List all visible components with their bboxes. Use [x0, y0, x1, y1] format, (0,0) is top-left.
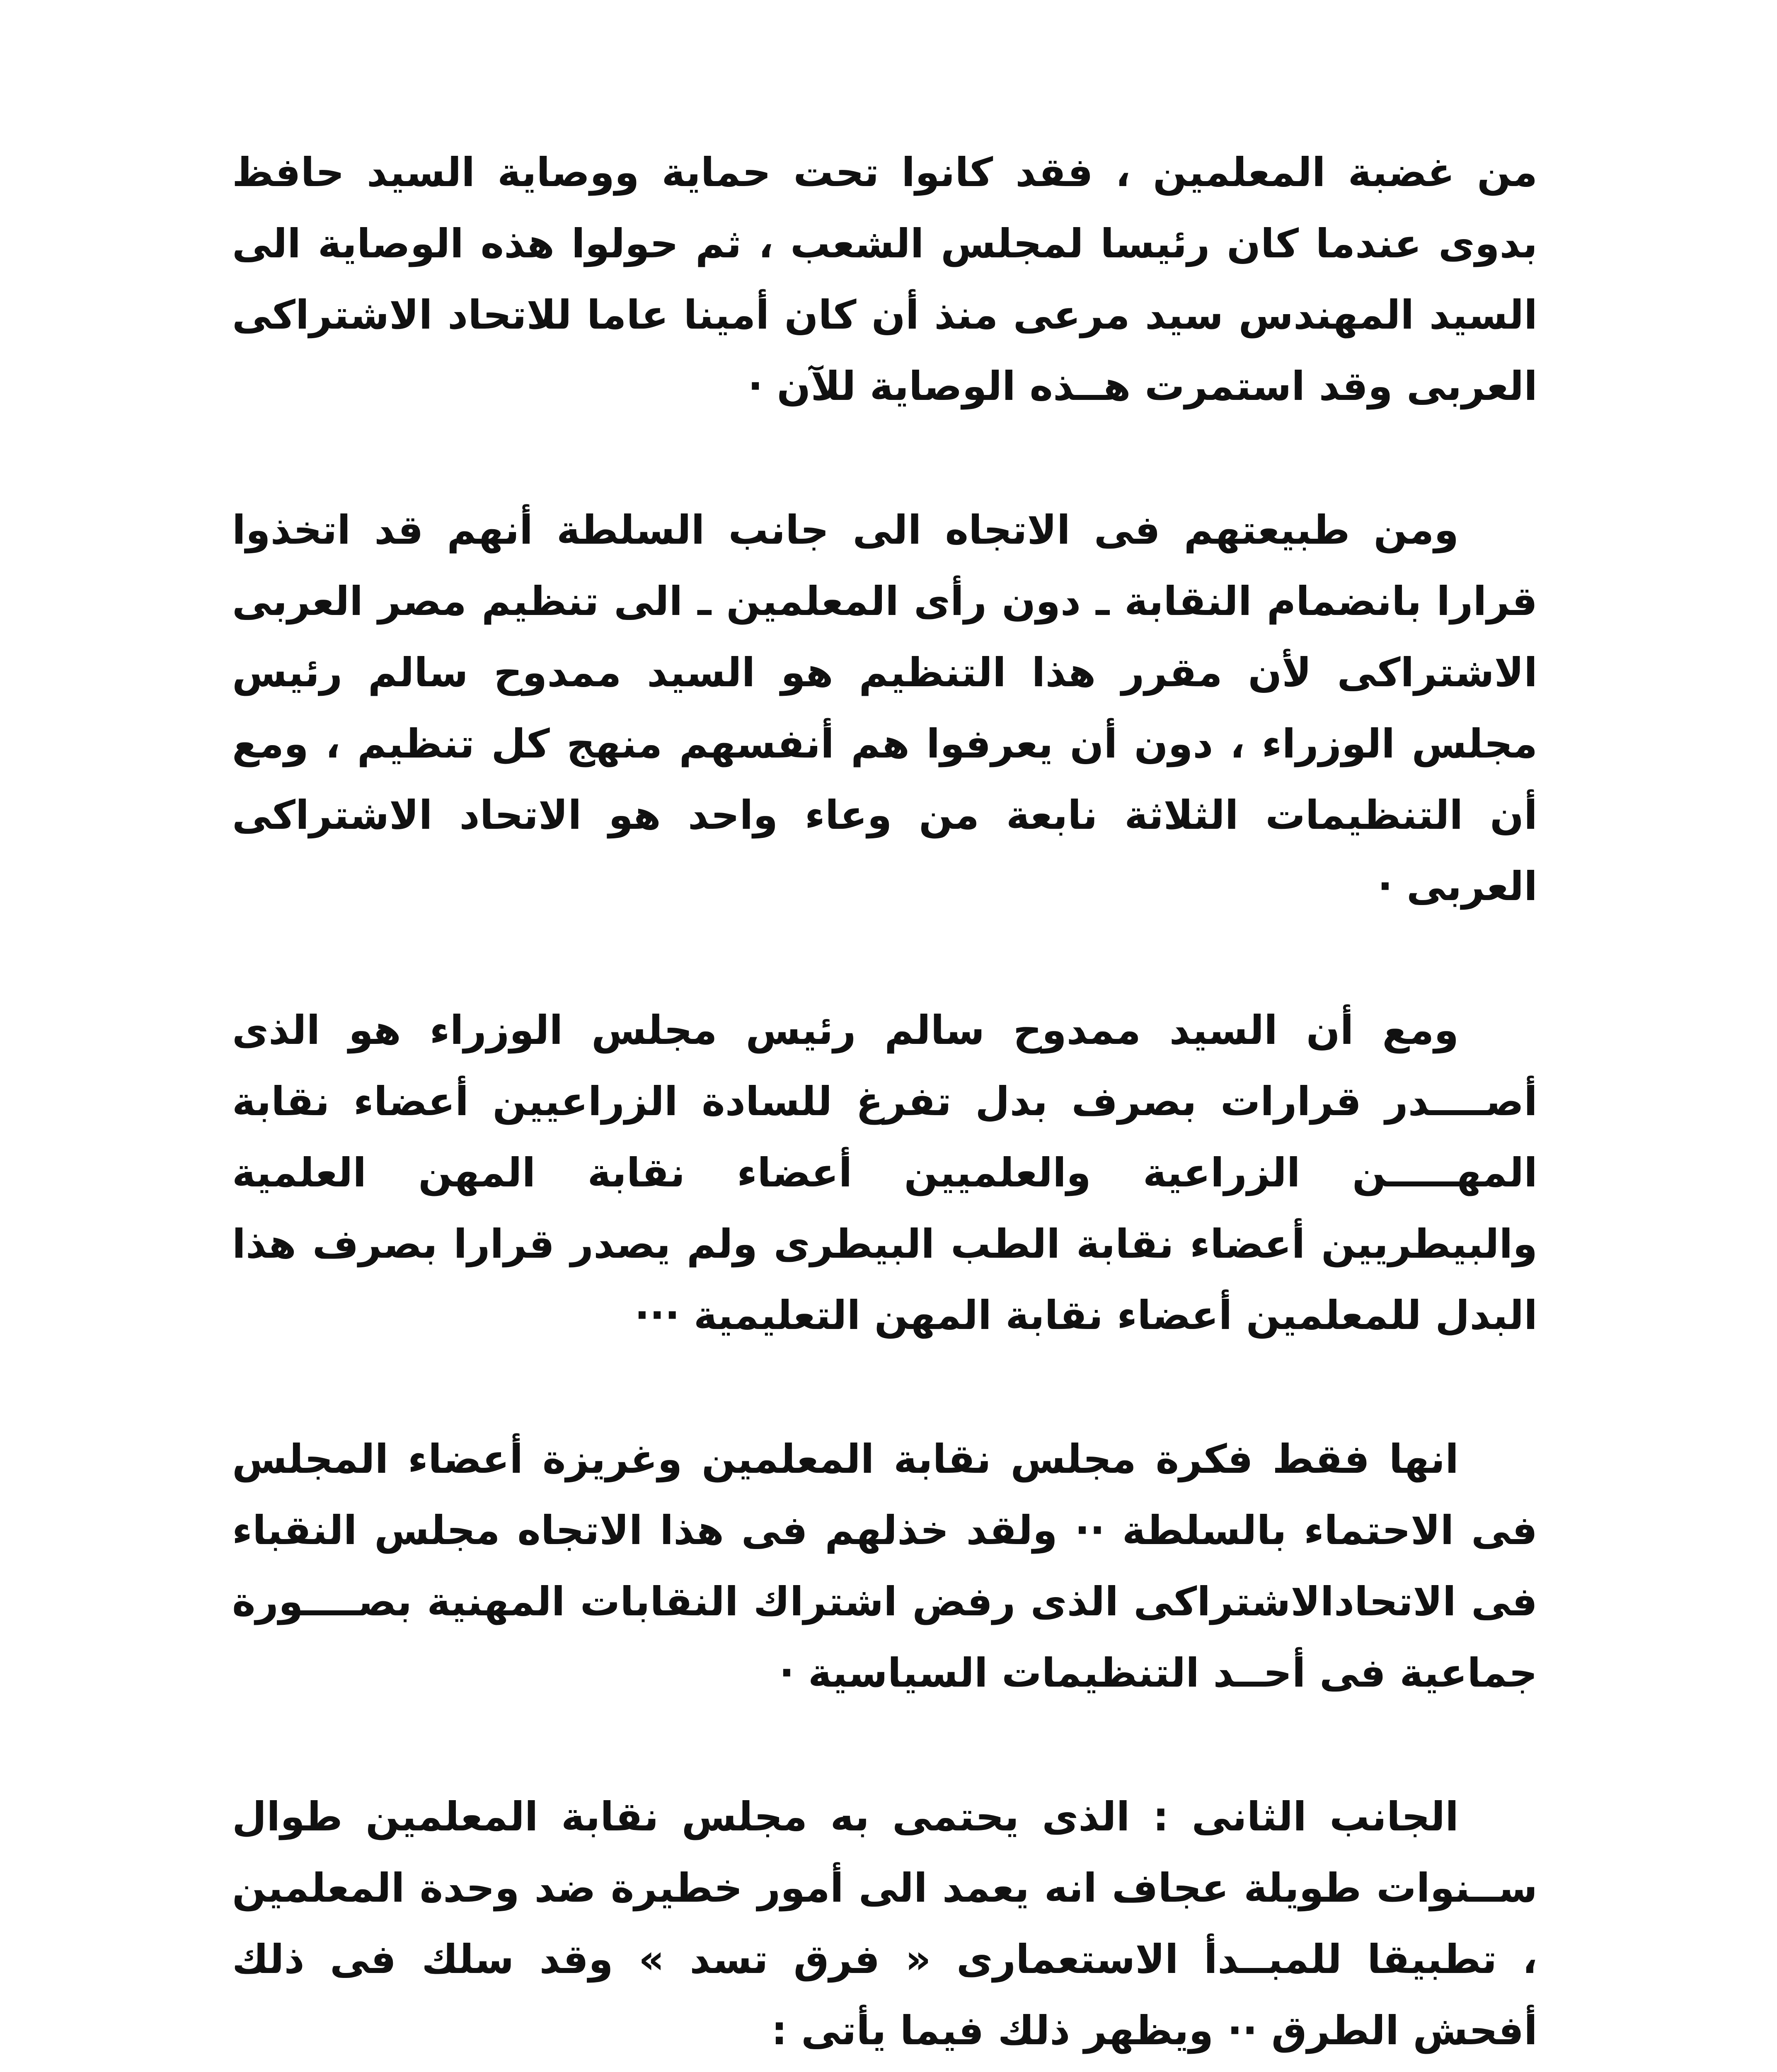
- text-column: [232, 137, 1537, 2072]
- paragraph-1: من غضبة المعلمين ، فقد كانوا تحت حماية ووصاية السيد حافظ بدوى عندما كان رئيسا لمجلس الشعب ، ثم حولوا هذه الوصاية الى السيد المهندس سيد مرعى منذ أن كان أمينا عاما للاتحاد الاشتراكى العربى وقد استمرت هــذه الوصاية للآن ·: [232, 149, 1537, 409]
- paragraph-3: ومع أن السيد ممدوح سالم رئيس مجلس الوزراء هو الذى أصــــدر قرارات بصرف بدل تفرغ للسادة الزراعيين أعضاء نقابة المهـــــن الزراعية والعلميين أعضاء نقابة المهن العلمية والبيطريين أعضاء نقابة الطب البيطرى ولم يصدر قرارا بصرف هذا البدل للمعلمين أعضاء نقابة المهن التعليمية ···: [232, 1007, 1537, 1339]
- paragraph-4: انها فقط فكرة مجلس نقابة المعلمين وغريزة أعضاء المجلس فى الاحتماء بالسلطة ·· ولقد خذلهم فى هذا الاتجاه مجلس النقباء فى الاتحادالاشتراكى الذى رفض اشتراك النقابات المهنية بصــــورة جماعية فى أحــد التنظيمات السياسية ·: [232, 1436, 1537, 1696]
- paragraph-5: الجانب الثانى : الذى يحتمى به مجلس نقابة المعلمين طوال ســنوات طويلة عجاف انه يعمد الى أمور خطيرة ضد وحدة المعلمين ، تطبيقا للمبــدأ الاستعمارى « فرق تسد » وقد سلك فى ذلك أفحش الطرق ·· ويظهر ذلك فيما يأتى :: [232, 1794, 1537, 2054]
- paragraph-2: ومن طبيعتهم فى الاتجاه الى جانب السلطة أنهم قد اتخذوا قرارا بانضمام النقابة ـ دون رأى المعلمين ـ الى تنظيم مصر العربى الاشتراكى لأن مقرر هذا التنظيم هو السيد ممدوح سالم رئيس مجلس الوزراء ، دون أن يعرفوا هم أنفسهم منهج كل تنظيم ، ومع أن التنظيمات الثلاثة نابعة من وعاء واحد هو الاتحاد الاشتراكى العربى ·: [232, 507, 1537, 910]
